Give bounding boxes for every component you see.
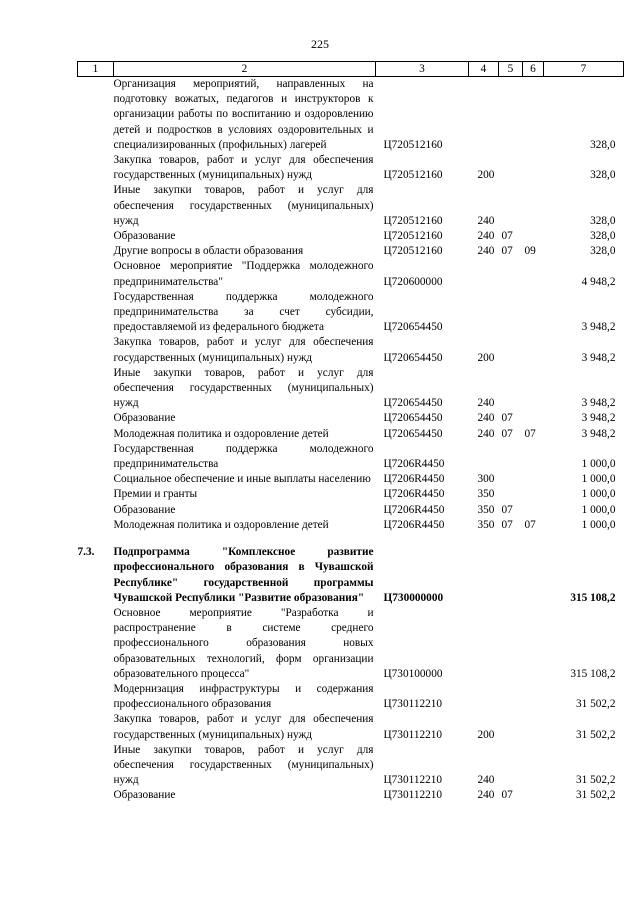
row-name: Другие вопросы в области образования bbox=[113, 245, 304, 258]
row-subsection bbox=[523, 788, 544, 803]
row-name: Образование bbox=[113, 230, 176, 243]
row-name: Молодежная политика и оздоровление детей bbox=[113, 427, 329, 440]
row-section bbox=[499, 487, 523, 502]
table-row bbox=[78, 259, 624, 289]
row-amount: 1 000,0 bbox=[581, 473, 616, 486]
row-number bbox=[78, 472, 114, 487]
row-amount: 1 000,0 bbox=[581, 458, 616, 471]
row-target-code: Ц720654450 bbox=[383, 321, 443, 334]
row-section bbox=[499, 472, 523, 487]
row-section: 07 bbox=[501, 245, 513, 258]
row-target-code: Ц720512160 bbox=[383, 169, 443, 182]
row-target-code: Ц730112210 bbox=[383, 789, 443, 802]
row-section: 07 bbox=[501, 230, 513, 243]
row-subsection bbox=[523, 712, 544, 742]
row-expense-type: 240 bbox=[477, 397, 495, 410]
row-section bbox=[499, 442, 523, 472]
table-row bbox=[78, 545, 624, 606]
table-row bbox=[78, 229, 624, 244]
table-row bbox=[78, 788, 624, 803]
row-number bbox=[78, 788, 114, 803]
row-expense-type: 350 bbox=[477, 518, 495, 531]
row-name: Молодежная политика и оздоровление детей bbox=[113, 518, 329, 531]
row-spacer-cell bbox=[78, 533, 624, 545]
row-amount: 328,0 bbox=[590, 245, 616, 258]
row-spacer bbox=[78, 533, 624, 545]
row-section bbox=[499, 259, 523, 289]
row-name: Организация мероприятий, направленных на подготовку вожатых, педагогов и инструкторов к организации работы по воспитанию и оздоровлению детей и подростков в условиях оздоровительных и специализированных (профильных) лагерей bbox=[113, 78, 374, 151]
row-target-code: Ц720654450 bbox=[383, 351, 443, 364]
table-row bbox=[78, 712, 624, 742]
row-subsection bbox=[523, 290, 544, 336]
row-expense-type bbox=[469, 442, 499, 472]
row-expense-type bbox=[469, 77, 499, 154]
row-number bbox=[78, 503, 114, 518]
row-amount: 328,0 bbox=[590, 169, 616, 182]
header-col-3: 3 bbox=[376, 62, 469, 77]
header-col-2: 2 bbox=[114, 62, 376, 77]
header-col-5: 5 bbox=[499, 62, 523, 77]
row-target-code: Ц720512160 bbox=[383, 138, 443, 151]
row-section bbox=[499, 153, 523, 183]
row-target-code: Ц730112210 bbox=[383, 728, 443, 741]
row-expense-type: 350 bbox=[477, 503, 495, 516]
row-name: Подпрограмма "Комплексное развитие профессионального образования в Чувашской Республике" государственной программы Чувашской Республики "Развитие образования" bbox=[113, 546, 374, 604]
row-section: 07 bbox=[501, 427, 513, 440]
row-number bbox=[78, 518, 114, 533]
row-section bbox=[499, 606, 523, 682]
row-number bbox=[78, 153, 114, 183]
row-subsection bbox=[523, 682, 544, 712]
table-row bbox=[78, 77, 624, 154]
row-subsection bbox=[523, 259, 544, 289]
row-expense-type: 240 bbox=[477, 230, 495, 243]
row-amount: 328,0 bbox=[590, 230, 616, 243]
row-amount: 315 108,2 bbox=[570, 591, 616, 604]
table-header-row bbox=[78, 62, 624, 77]
row-target-code: Ц720512160 bbox=[383, 214, 443, 227]
row-expense-type: 200 bbox=[477, 351, 495, 364]
row-target-code: Ц720600000 bbox=[383, 275, 443, 288]
row-amount: 31 502,2 bbox=[575, 789, 616, 802]
row-target-code: Ц7206R4450 bbox=[383, 473, 445, 486]
row-expense-type bbox=[469, 682, 499, 712]
row-subsection bbox=[523, 229, 544, 244]
row-target-code: Ц720512160 bbox=[383, 245, 443, 258]
table-row bbox=[78, 442, 624, 472]
table-row bbox=[78, 518, 624, 533]
row-number bbox=[78, 335, 114, 365]
row-subsection bbox=[523, 606, 544, 682]
row-target-code: Ц730112210 bbox=[383, 698, 443, 711]
row-number bbox=[78, 259, 114, 289]
row-subsection bbox=[523, 545, 544, 606]
table-row bbox=[78, 606, 624, 682]
row-amount: 328,0 bbox=[590, 138, 616, 151]
row-section bbox=[499, 366, 523, 412]
row-amount: 3 948,2 bbox=[581, 351, 616, 364]
row-subsection bbox=[523, 503, 544, 518]
row-section bbox=[499, 77, 523, 154]
row-amount: 3 948,2 bbox=[581, 321, 616, 334]
row-number bbox=[78, 712, 114, 742]
row-expense-type: 240 bbox=[477, 412, 495, 425]
budget-table bbox=[77, 61, 624, 804]
row-target-code: Ц7206R4450 bbox=[383, 518, 445, 531]
row-expense-type bbox=[469, 545, 499, 606]
table-row bbox=[78, 503, 624, 518]
row-expense-type: 240 bbox=[477, 245, 495, 258]
row-section bbox=[499, 335, 523, 365]
row-name: Социальное обеспечение и иные выплаты населению bbox=[113, 473, 371, 486]
row-expense-type: 240 bbox=[477, 214, 495, 227]
row-subsection bbox=[523, 743, 544, 789]
row-number bbox=[78, 411, 114, 426]
row-number bbox=[78, 743, 114, 789]
row-subsection bbox=[523, 335, 544, 365]
row-name: Иные закупки товаров, работ и услуг для обеспечения государственных (муниципальных) нужд bbox=[113, 366, 374, 410]
row-section bbox=[499, 743, 523, 789]
row-expense-type bbox=[469, 290, 499, 336]
row-amount: 31 502,2 bbox=[575, 774, 616, 787]
row-section: 07 bbox=[501, 518, 513, 531]
header-col-7: 7 bbox=[544, 62, 624, 77]
header-col-1: 1 bbox=[78, 62, 114, 77]
row-name: Основное мероприятие "Поддержка молодежного предпринимательства" bbox=[113, 260, 374, 288]
row-number bbox=[78, 229, 114, 244]
row-subsection bbox=[523, 472, 544, 487]
row-expense-type: 300 bbox=[477, 473, 495, 486]
row-target-code: Ц720654450 bbox=[383, 427, 443, 440]
row-name: Закупка товаров, работ и услуг для обеспечения государственных (муниципальных) нужд bbox=[113, 154, 374, 182]
row-subsection bbox=[523, 442, 544, 472]
row-expense-type bbox=[469, 259, 499, 289]
row-target-code: Ц730100000 bbox=[383, 667, 443, 680]
row-section bbox=[499, 545, 523, 606]
row-name: Образование bbox=[113, 503, 176, 516]
row-subsection bbox=[523, 77, 544, 154]
row-name: Иные закупки товаров, работ и услуг для обеспечения государственных (муниципальных) нужд bbox=[113, 743, 374, 787]
table-row bbox=[78, 411, 624, 426]
row-section bbox=[499, 682, 523, 712]
row-target-code: Ц730112210 bbox=[383, 774, 443, 787]
row-expense-type: 350 bbox=[477, 488, 495, 501]
row-target-code: Ц720512160 bbox=[383, 230, 443, 243]
row-target-code: Ц720654450 bbox=[383, 412, 443, 425]
header-col-4: 4 bbox=[469, 62, 499, 77]
row-name: Основное мероприятие "Разработка и распространение в системе среднего профессионального образования новых образовательных технологий, форм организации образовательного процесса" bbox=[113, 606, 374, 680]
table-row bbox=[78, 682, 624, 712]
row-section bbox=[499, 183, 523, 229]
row-section: 07 bbox=[501, 412, 513, 425]
row-name: Иные закупки товаров, работ и услуг для обеспечения государственных (муниципальных) нужд bbox=[113, 184, 374, 227]
row-expense-type: 200 bbox=[477, 169, 495, 182]
row-subsection bbox=[523, 487, 544, 502]
page-number: 225 bbox=[311, 37, 329, 51]
row-number bbox=[78, 427, 114, 442]
row-expense-type: 240 bbox=[477, 427, 495, 440]
row-section bbox=[499, 290, 523, 336]
row-subsection bbox=[523, 153, 544, 183]
row-subsection: 07 bbox=[524, 427, 536, 440]
row-target-code: Ц7206R4450 bbox=[383, 458, 445, 471]
row-expense-type: 200 bbox=[477, 728, 495, 741]
row-subsection bbox=[523, 366, 544, 412]
row-name: Образование bbox=[113, 412, 176, 425]
row-amount: 1 000,0 bbox=[581, 503, 616, 516]
budget-table-body bbox=[78, 62, 624, 804]
row-name: Закупка товаров, работ и услуг для обеспечения государственных (муниципальных) нужд bbox=[113, 336, 374, 364]
row-name: Модернизация инфраструктуры и содержания профессионального образования bbox=[113, 682, 374, 711]
table-row bbox=[78, 290, 624, 336]
row-subsection: 09 bbox=[524, 245, 536, 258]
row-amount: 328,0 bbox=[590, 214, 616, 227]
row-amount: 1 000,0 bbox=[581, 488, 616, 501]
row-section: 07 bbox=[501, 503, 513, 516]
row-section bbox=[499, 712, 523, 742]
table-row bbox=[78, 183, 624, 229]
table-row bbox=[78, 427, 624, 442]
row-amount: 3 948,2 bbox=[581, 397, 616, 410]
row-amount: 3 948,2 bbox=[581, 427, 616, 440]
row-amount: 4 948,2 bbox=[581, 275, 616, 288]
row-expense-type: 240 bbox=[477, 789, 495, 802]
table-row bbox=[78, 487, 624, 502]
row-subsection: 07 bbox=[524, 518, 536, 531]
row-target-code: Ц720654450 bbox=[383, 397, 443, 410]
row-subsection bbox=[523, 183, 544, 229]
row-name: Образование bbox=[113, 789, 176, 802]
table-row bbox=[78, 472, 624, 487]
table-row bbox=[78, 244, 624, 259]
row-amount: 31 502,2 bbox=[575, 698, 616, 711]
row-number bbox=[78, 487, 114, 502]
header-col-6: 6 bbox=[523, 62, 544, 77]
row-number bbox=[78, 183, 114, 229]
row-number bbox=[78, 606, 114, 682]
row-number bbox=[78, 244, 114, 259]
row-amount: 31 502,2 bbox=[575, 728, 616, 741]
row-name: Премии и гранты bbox=[113, 488, 198, 501]
row-expense-type: 240 bbox=[477, 774, 495, 787]
row-number bbox=[78, 682, 114, 712]
row-number bbox=[78, 366, 114, 412]
row-name: Государственная поддержка молодежного предпринимательства за счет субсидии, предоставляемой из федерального бюджета bbox=[113, 290, 374, 334]
row-expense-type bbox=[469, 606, 499, 682]
row-amount: 315 108,2 bbox=[570, 667, 616, 680]
row-section: 07 bbox=[501, 789, 513, 802]
row-amount: 3 948,2 bbox=[581, 412, 616, 425]
table-row bbox=[78, 335, 624, 365]
row-number bbox=[78, 290, 114, 336]
row-target-code: Ц730000000 bbox=[383, 591, 444, 604]
row-amount: 1 000,0 bbox=[581, 518, 616, 531]
row-name: Закупка товаров, работ и услуг для обеспечения государственных (муниципальных) нужд bbox=[113, 713, 374, 741]
row-name: Государственная поддержка молодежного предпринимательства bbox=[113, 442, 374, 471]
table-row bbox=[78, 366, 624, 412]
row-number bbox=[78, 442, 114, 472]
row-number bbox=[78, 77, 114, 154]
row-number: 7.3. bbox=[77, 546, 95, 559]
table-row bbox=[78, 153, 624, 183]
table-row bbox=[78, 743, 624, 789]
row-subsection bbox=[523, 411, 544, 426]
row-target-code: Ц7206R4450 bbox=[383, 488, 445, 501]
row-target-code: Ц7206R4450 bbox=[383, 503, 445, 516]
